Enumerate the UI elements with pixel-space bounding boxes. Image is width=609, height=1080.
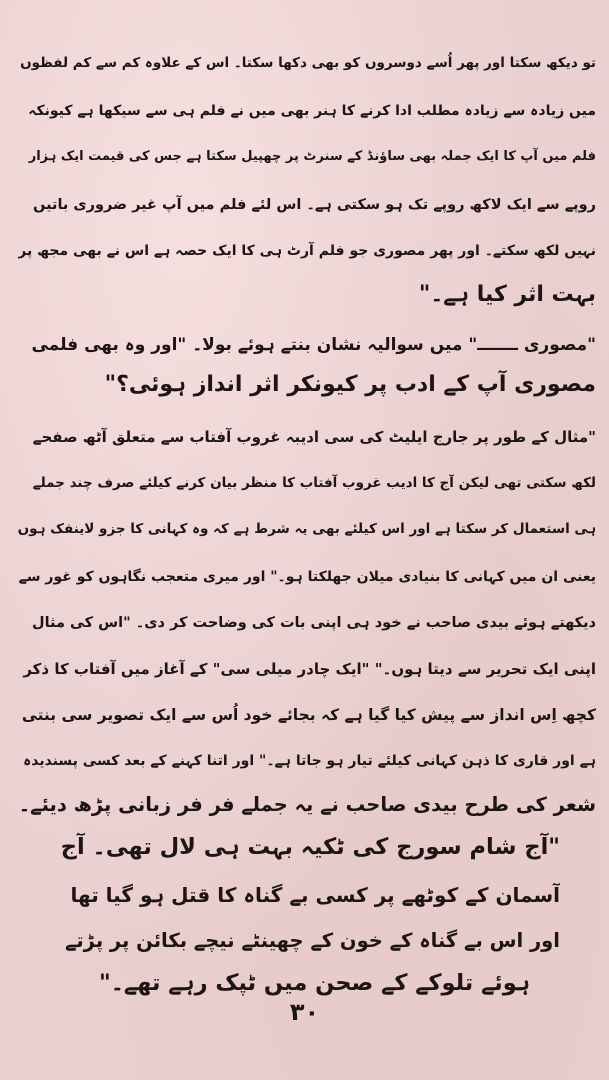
text-line: فلم میں آپ کا ایک جملہ بھی ساؤنڈ کے سنرٹ پر چھپیل سکتا ہے جس کی قیمت ایک ہزار xyxy=(28,149,596,164)
text-line: مصوری آپ کے ادب پر کیونکر اثر انداز ہوئی؟" xyxy=(104,372,596,397)
text-line: نہیں لکھ سکتے۔ اور پھر مصوری جو فلم آرٹ ہی کا ایک حصہ ہے اس نے بھی مجھ پر xyxy=(18,243,596,259)
text-line: تو دیکھ سکتا اور پھر اُسے دوسروں کو بھی دکھا سکتا۔ اس کے علاوہ کم سے کم لفظوں xyxy=(20,55,596,71)
text-line: بہت اثر کیا ہے۔" xyxy=(418,282,596,307)
text-line: "مصوری ـــــــ" میں سوالیہ نشان بنتے ہوئے بولا۔ "اور وہ بھی فلمی xyxy=(31,335,596,355)
quoted-verse-line: "آج شام سورج کی ٹکیہ بہت ہی لال تھی۔ آج xyxy=(60,834,560,860)
text-line: میں زیادہ سے زیادہ مطلب ادا کرنے کا ہنر بھی میں نے فلم ہی سے سیکھا ہے کیونکہ xyxy=(28,103,596,119)
page-number: ۳۰ xyxy=(289,998,320,1026)
text-line: شعر کی طرح بیدی صاحب نے یہ جملے فر فر زبانی پڑھ دیئے۔ xyxy=(18,793,596,816)
quoted-verse-line: آسمان کے کوٹھے پر کسی بے گناہ کا قتل ہو گیا تھا xyxy=(70,883,560,907)
text-line: ہے اور قاری کا ذہن کہانی کیلئے تیار ہو جاتا ہے۔" اور اتنا کہنے کے بعد کسی پسندیدہ xyxy=(23,753,596,769)
text-line: "مثال کے طور پر جارج ایلیٹ کی سی ادیبہ غروب آفتاب سے متعلق آٹھ صفحے xyxy=(32,428,596,446)
text-line: ہی استعمال کر سکتا ہے اور اس کیلئے بھی یہ شرط ہے کہ وہ کہانی کا جزو لاینفک ہوں xyxy=(18,521,596,537)
text-line: لکھ سکتی تھی لیکن آج کا ادیب غروب آفتاب کا منظر بیان کرنے کیلئے صرف چند جملے xyxy=(32,475,596,491)
text-line: دیکھتے ہوئے بیدی صاحب نے خود ہی اپنی بات کی وضاحت کر دی۔ "اس کی مثال xyxy=(32,615,596,631)
text-line: روپے سے ایک لاکھ روپے تک ہو سکتی ہے۔ اس لئے فلم میں آپ غیر ضروری باتیں xyxy=(33,197,596,213)
quoted-verse-line: ہوئے تلوکے کے صحن میں ٹپک رہے تھے۔" xyxy=(99,970,530,996)
quoted-verse-line: اور اس بے گناہ کے خون کے چھینٹے نیچے بکائن پر پڑتے xyxy=(64,929,560,952)
text-line: اپنی ایک تحریر سے دیتا ہوں۔" "ایک چادر میلی سی" کے آغاز میں آفتاب کا ذکر xyxy=(23,660,596,678)
text-line: کچھ اِس انداز سے پیش کیا گیا ہے کہ بجائے خود اُس سے ایک تصویر سی بنتی xyxy=(21,706,596,724)
text-line: یعنی ان میں کہانی کا بنیادی میلان جھلکتا ہو۔" اور میری متعجب نگاہوں کو غور سے xyxy=(18,569,596,585)
